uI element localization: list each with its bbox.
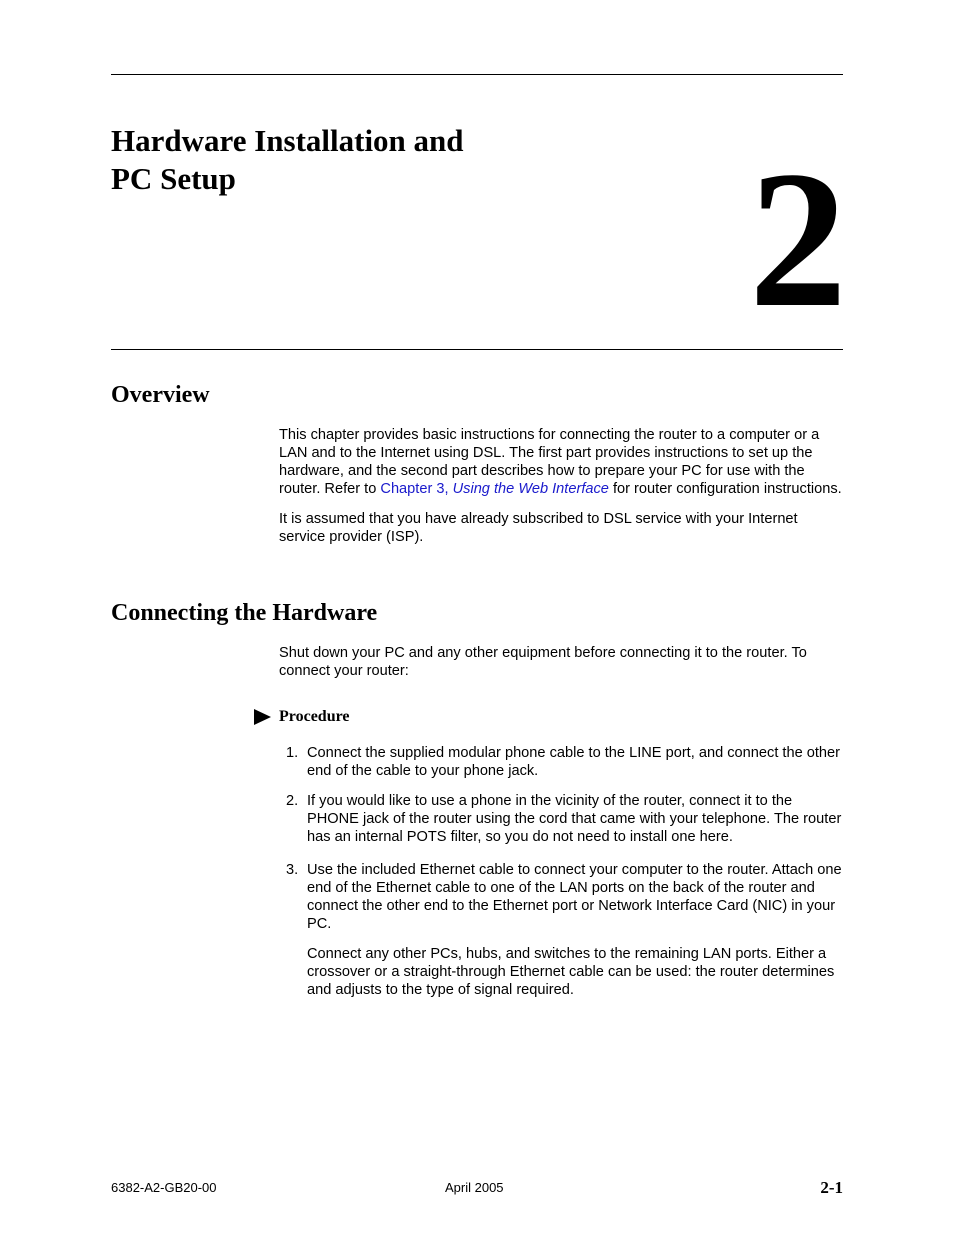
chapter-number: 2 [749, 131, 843, 348]
chapter-title [111, 122, 464, 198]
footer-page-number: 2-1 [820, 1178, 843, 1197]
footer-doc-number: 6382-A2-GB20-00 [111, 1180, 217, 1195]
connecting-heading: Connecting the Hardware [111, 600, 378, 626]
step-text: If you would like to use a phone in the vicinity of the router, connect it to the PHONE jack of the router using the cord that came with your telephone. The router has an internal POTS filter, so you do not need to install one here. [307, 793, 842, 845]
procedure-arrow-icon [254, 709, 271, 725]
connecting-intro: Shut down your PC and any other equipment before connecting it to the router. To connect your router: [279, 645, 807, 679]
chapter-3-link-title: Using the Web Interface [452, 481, 609, 497]
step-number: 3. [286, 862, 299, 878]
step-extra-text: Connect any other PCs, hubs, and switches to the remaining LAN ports. Either a crossover or a straight-through Ethernet cable can be used: the router determines and adjusts to the type of signal required. [307, 946, 835, 998]
procedure-step-2 [286, 792, 846, 846]
overview-text-b: for router configuration instructions. [608, 481, 842, 497]
chapter-3-link-label: Chapter 3, [380, 481, 453, 497]
chapter-title-line1: Hardware Installation and [111, 123, 464, 158]
procedure-step-3 [286, 861, 846, 999]
top-rule [111, 74, 843, 75]
step-number: 1. [286, 745, 299, 761]
procedure-step-1 [286, 744, 846, 780]
overview-paragraph-1 [279, 426, 845, 498]
step-text: Connect the supplied modular phone cable to the LINE port, and connect the other end of the cable to your phone jack. [307, 745, 841, 779]
overview-body [279, 426, 845, 546]
chapter-title-line2: PC Setup [111, 161, 236, 196]
footer-date: April 2005 [445, 1180, 504, 1195]
procedure-text: Procedure [279, 708, 350, 725]
chapter-3-link[interactable] [380, 481, 609, 497]
overview-heading: Overview [111, 382, 210, 408]
overview-paragraph-2: It is assumed that you have already subscribed to DSL service with your Internet service provider (ISP). [279, 511, 798, 545]
step-text: Use the included Ethernet cable to connect your computer to the router. Attach one end of the Ethernet cable to one of the LAN ports on the back of the router and connect the other end to the Ethernet port or Network Interface Card (NIC) in your PC. [307, 862, 842, 932]
procedure-label [254, 707, 350, 727]
step-body [307, 861, 846, 999]
step-number: 2. [286, 793, 299, 809]
overview-text-a: This chapter provides basic instructions for connecting the router to a computer or a LAN and to the Internet using DSL. The first part provides instructions to set up the hardware, and the second part describes how to prepare your PC for use with the router. Refer to [279, 427, 820, 497]
chapter-divider-rule [111, 349, 843, 350]
